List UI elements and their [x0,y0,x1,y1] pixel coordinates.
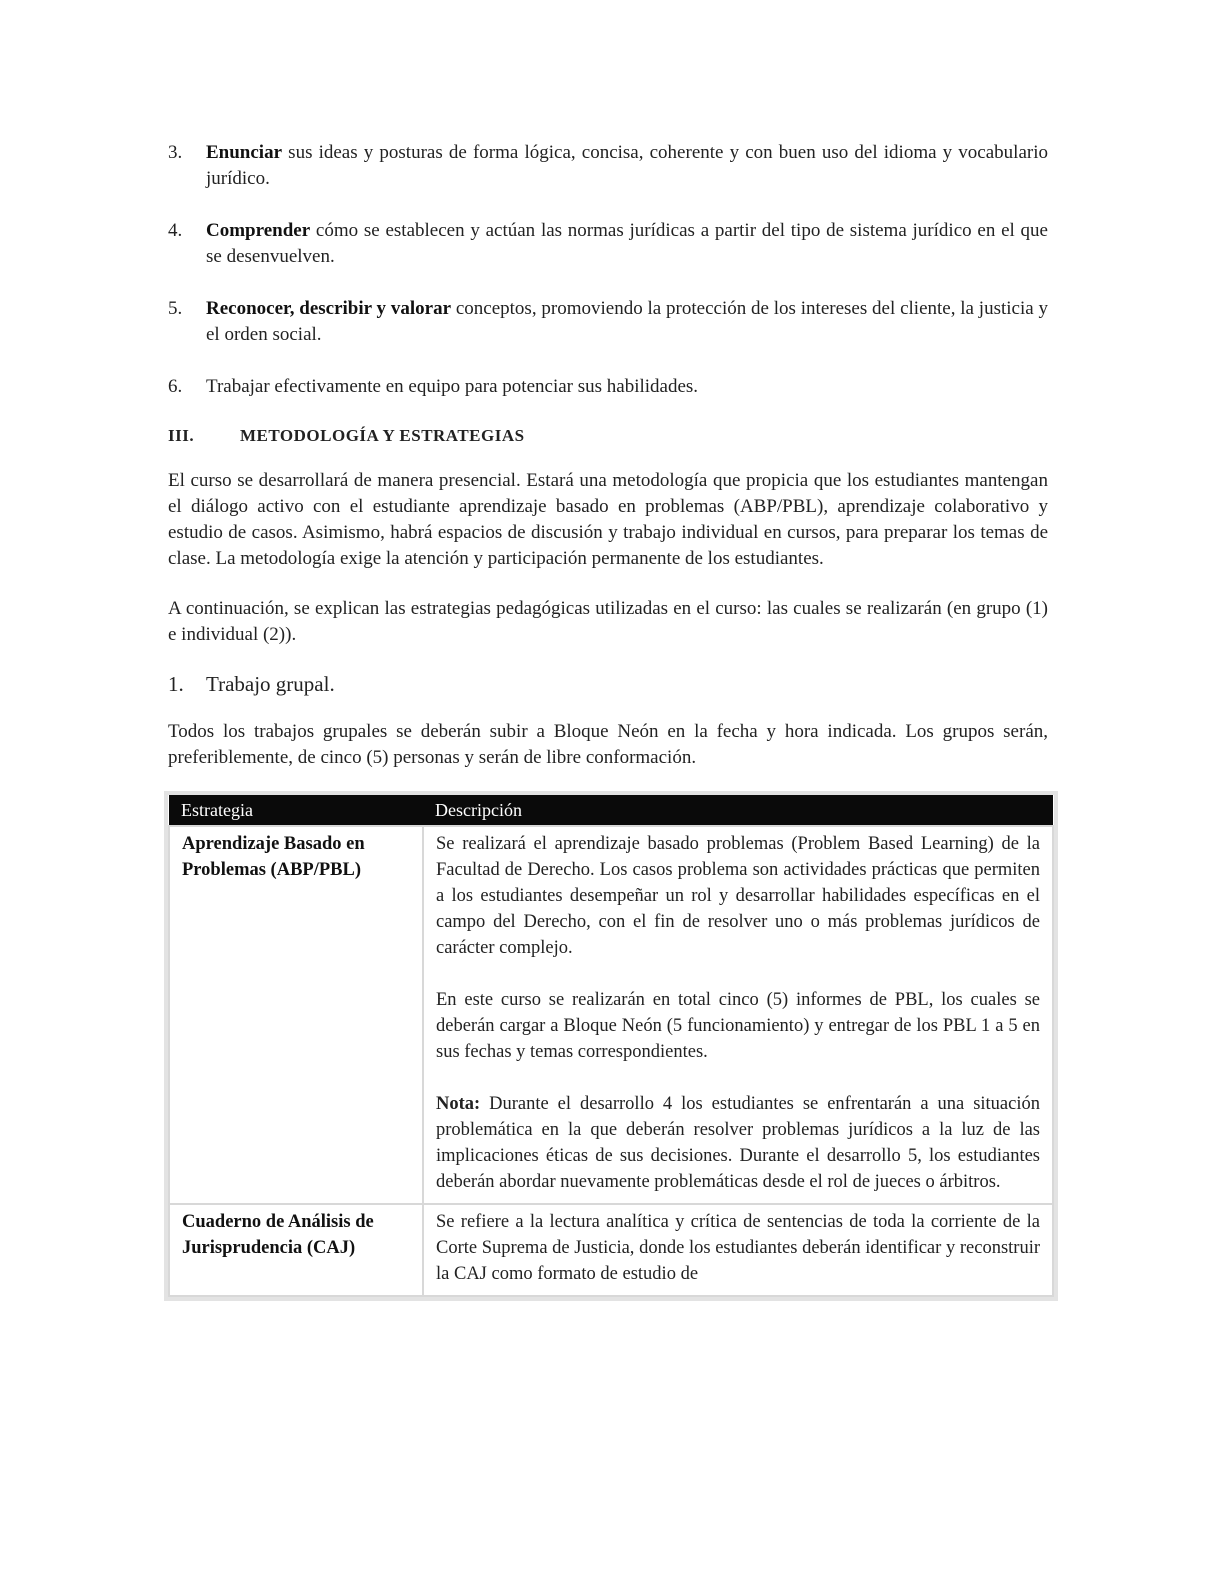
description-text: Se realizará el aprendizaje basado problemas (Problem Based Learning) de la Facultad de Derecho. Los casos problema son actividades prácticas que permiten a los estudiantes desempeñar un rol y desarrollar habilidades específicas en el campo del Derecho, con el fin de resolver uno o más problemas jurídicos de carácter complejo. [436,834,1040,958]
subsection-title: Trabajo grupal. [206,672,335,696]
objective-body: cómo se establecen y actúan las normas jurídicas a partir del tipo de sistema jurídico en el que se desenvuelven. [206,220,1048,267]
section-roman-numeral: III. [168,426,195,445]
section-heading [168,426,1048,446]
objective-number: 5. [168,298,183,319]
objective-number: 6. [168,376,183,397]
table-header-description: Descripción [423,795,1053,826]
section-title: METODOLOGÍA Y ESTRATEGIAS [240,426,525,445]
note-label: Nota: [436,1094,481,1114]
objectives-list [168,140,1048,400]
objective-item-6 [168,374,1048,400]
objective-text [206,218,1048,270]
objective-item-3 [168,140,1048,192]
document-page [168,140,1048,1297]
objective-item-4 [168,218,1048,270]
objective-item-5 [168,296,1048,348]
subsection-heading [168,672,1048,697]
table-header-row [169,795,1053,826]
table-row [169,1204,1053,1296]
description-paragraph [436,1209,1040,1287]
description-text: Se refiere a la lectura analítica y crítica de sentencias de toda la corriente de la Corte Suprema de Justicia, donde los estudiantes deberán identificar y reconstruir la CAJ como formato de estudio de [436,1212,1040,1284]
objective-number: 3. [168,142,183,163]
objective-number: 4. [168,220,183,241]
strategy-name: Aprendizaje Basado en Problemas (ABP/PBL) [169,826,423,1204]
methodology-paragraph: El curso se desarrollará de manera presencial. Estará una metodología que propicia que los estudiantes mantengan el diálogo activo con el estudiante aprendizaje basado en problemas (ABP/PBL), aprendizaje colaborativo y estudio de casos. Asimismo, habrá espacios de discusión y trabajo individual en cursos, para preparar los temas de clase. La metodología exige la atención y participación permanente de los estudiantes. [168,470,1048,569]
objective-keyword: Reconocer, describir y valorar [206,298,452,319]
strategies-intro-paragraph: A continuación, se explican las estrategias pedagógicas utilizadas en el curso: las cuales se realizarán (en grupo (1) e individual (2)). [168,598,1048,645]
strategies-table [168,795,1054,1297]
group-work-paragraph: Todos los trabajos grupales se deberán subir a Bloque Neón en la fecha y hora indicada. Los grupos serán, preferiblemente, de cinco (5) personas y serán de libre conformación. [168,721,1048,768]
description-paragraph [436,987,1040,1065]
subsection-number: 1. [168,672,184,696]
description-text: En este curso se realizarán en total cinco (5) informes de PBL, los cuales se deberán cargar a Bloque Neón (5 funcionamiento) y entregar de los PBL 1 a 5 en sus fechas y temas correspondientes. [436,990,1040,1062]
table-header-strategy: Estrategia [169,795,423,826]
strategy-description [423,1204,1053,1296]
objective-keyword: Enunciar [206,142,283,163]
objective-text [206,296,1048,348]
table-row [169,826,1053,1204]
description-paragraph [436,1091,1040,1195]
description-paragraph [436,831,1040,961]
objective-body: sus ideas y posturas de forma lógica, concisa, coherente y con buen uso del idioma y vocabulario jurídico. [206,142,1048,189]
objective-body: conceptos, promoviendo la protección de los intereses del cliente, la justicia y el orden social. [206,298,1048,345]
objective-body: Trabajar efectivamente en equipo para potenciar sus habilidades. [206,376,699,397]
objective-text [206,140,1048,192]
objective-text [206,374,1048,400]
strategy-description [423,826,1053,1204]
objective-keyword: Comprender [206,220,311,241]
strategy-name: Cuaderno de Análisis de Jurisprudencia (CAJ) [169,1204,423,1296]
description-text: Durante el desarrollo 4 los estudiantes se enfrentarán a una situación problemática en la que deberán resolver problemas jurídicos a la luz de las implicaciones éticas de sus decisiones. Durante el desarrollo 5, los estudiantes deberán abordar nuevamente problemáticas desde el rol de jueces o árbitros. [436,1094,1040,1192]
